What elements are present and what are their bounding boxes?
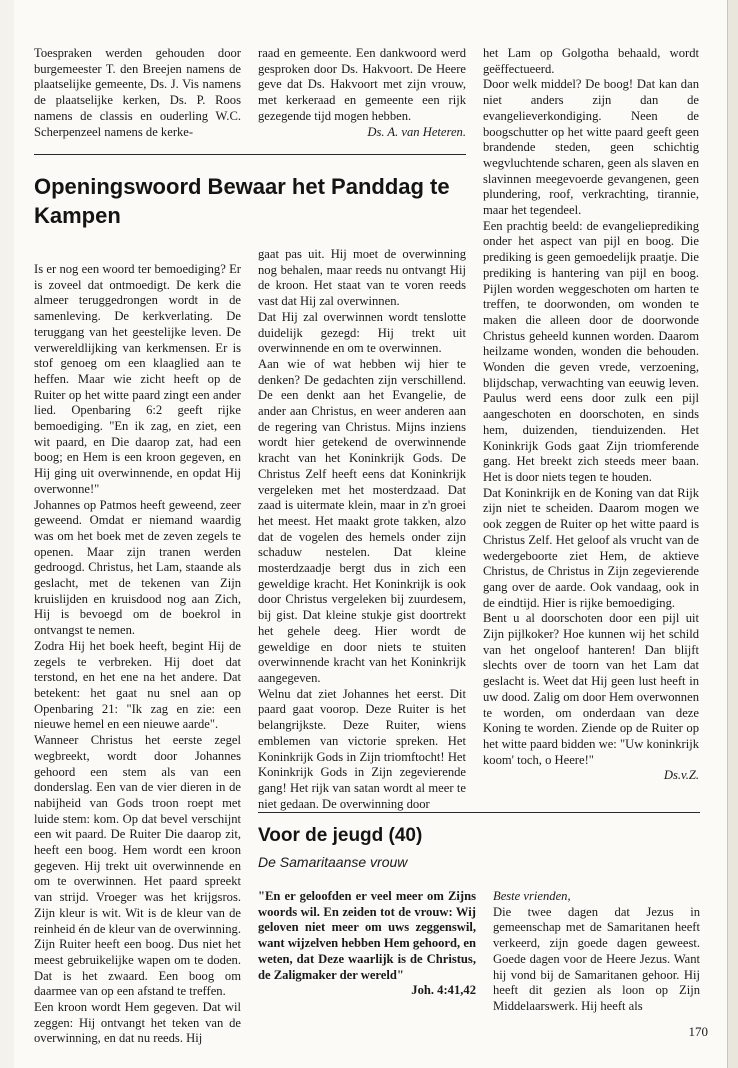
article-col1-para: Zodra Hij het boek heeft, begint Hij de zegels te verbreken. Hij doet dat terstond, en het ene na het andere. Dat betekent: het gaat nu snel aan op Openbaring 21: "Ik zag en zie: een nieuwe hemel en een nieuwe aarde". xyxy=(34,638,241,732)
article-col3-para: Door welk middel? De boog! Dat kan dan niet anders zijn dan de evangelieverkondiging. Neen de boogschutter op het witte paard geeft geen brandende steden, geen schichtig wegvluchtende scharen, geen als slaven en slavinnen meegevoerde gevangenen, geen plundering, roof, verkrachting, tirannie, maar het tegendeel. xyxy=(483,77,699,218)
article-col2-para: Welnu dat ziet Johannes het eerst. Dit paard gaat voorop. Deze Ruiter is het belangrijkste. Deze Ruiter, wiens emblemen van victorie spreken. Het Koninkrijk Gods in Zijn triomftocht! Het Koninkrijk Gods in Zijn zegevierende gang! Het rijk van satan wordt al meer te niet gedaan. De overwinning door xyxy=(258,686,466,811)
top-column-2 xyxy=(258,46,466,140)
article-signature: Ds.v.Z. xyxy=(663,768,699,783)
page-number: 170 xyxy=(688,1024,708,1039)
youth-quote-text: "En er geloofden er veel meer om Zijns woords wil. En zeiden tot de vrouw: Wij geloven niet meer om uws zeggenswil, want wijzelven hebben Hem gehoord, en weten, dat Deze waarlijk is de Christus, de Zaligmaker der wereld" xyxy=(258,889,476,982)
article-column-1 xyxy=(34,262,241,1047)
article-col3-para: het Lam op Golgotha behaald, wordt geëffectueerd. xyxy=(483,46,699,76)
article-col3-para: Bent u al doorschoten door een pijl uit Zijn pijlkoker? Hoe kunnen wij het schild van het ongeloof hanteren! Dan blijft slechts over de toorn van het Lam dat geslacht is. Weet dat Hij geen lust heeft in uw dood. Zalig om door Hem overwonnen te worden, om onderdaan van deze Koning te worden. Ziende op de Ruiter op het witte paard bidden we: "Uw koninkrijk koom' toch, o Heere!" xyxy=(483,611,699,767)
article-title: Openingswoord Bewaar het Panddag te Kampen xyxy=(34,174,450,228)
article-col1-para: Een kroon wordt Hem gegeven. Dat wil zeggen: Hij ontvangt het teken van de overwinning, en dat nu reeds. Hij xyxy=(34,1000,241,1046)
article-col3-para: Een prachtig beeld: de evangelieprediking onder het aspect van pijl en boog. Die prediking is geen gemoedelijk praatje. Die prediking is hantering van pijl en boog. Pijlen worden weggeschoten om harten te treffen, te doorwonden, om wonden te maken die alleen door de doorwonde Christus geheeld kunnen worden. Daarom heilzame wonden, wonden die behouden. Wonden die geven vrede, verzoening, blijdschap, verwachting van eeuwig leven. Paulus werd eens door zulk een pijl aangeschoten en doorschoten, en sinds hem, duizenden, tienduizenden. Het Koninkrijk Gods gaat Zijn triomferende gang. Het breekt zich steeds meer baan. Het is door niets tegen te houden. xyxy=(483,218,699,484)
top-column-1 xyxy=(34,46,241,140)
article-column-2 xyxy=(258,247,466,812)
page-edge xyxy=(727,0,738,1068)
article-column-3 xyxy=(483,46,699,784)
article-col1-para: Johannes op Patmos heeft geweend, zeer geweend. Omdat er niemand waardig was om het boek met de zeven zegels te openen. Maar zijn tranen werden gedroogd. Christus, het Lam, staande als geslacht, met de tekenen van Zijn kruislijden en kruisdood nog aan Zich, Hij is bevoegd om de boekrol in ontvangst te nemen. xyxy=(34,497,241,638)
article-col1-para: Wanneer Christus het eerste zegel wegbreekt, wordt door Johannes gehoord een stem als van een donderslag. Een van de vier dieren in de nabijheid van Gods troon roept met luide stem: kom. Op dat bevel verschijnt een wit paard. De Ruiter Die daarop zit, heeft een boog. Hem wordt een kroon gegeven. Hij trekt uit overwinnende en om te overwinnen. Het paard spreekt van strijd. Vroeger was het krijgsros. Zijn kleur is wit. Wit is de kleur van de reinheid én de kleur van de overwinning. Zijn Ruiter heeft een boog. Dus niet het meest gebruikelijke wapen om te doden. Dat is het zwaard. Een boog om daarmee van op een afstand te treffen. xyxy=(34,733,241,999)
youth-subtitle: De Samaritaanse vrouw xyxy=(258,854,408,870)
youth-quote-reference: Joh. 4:41,42 xyxy=(411,983,476,998)
top-col2-text: raad en gemeente. Een dankwoord werd gesproken door Ds. Hakvoort. De Heere geve dat Ds. Hakvoort met zijn vrouw, met kerkeraad en gemeente een rijk gezegende tijd mogen hebben. xyxy=(258,46,466,123)
article-col3-para: Dat Koninkrijk en de Koning van dat Rijk zijn niet te scheiden. Daarom mogen we ook zeggen de Ruiter op het witte paard is Christus Zelf. Het geloof als vrucht van de wedergeboorte ziet Hem, de aktieve Christus, de Christus in Zijn zegevierende gang over de aarde. Ook vandaag, ook in de eindtijd. Hier is rijke bemoediging. xyxy=(483,485,699,610)
article-col1-para: Is er nog een woord ter bemoediging? Er is zoveel dat ontmoedigt. De kerk die almeer teruggedrongen wordt in de samenleving. De kerkverlating. De teruggang van het geestelijke leven. De verwereldlijking van kerkmensen. Er is stof genoeg om een klaaglied aan te heffen. Maar wie zicht heeft op de Ruiter op het witte paard zingt een ander lied. Openbaring 6:2 geeft rijke bemoediging. "En ik zag, en ziet, een wit paard, en Die daarop zat, had een boog; en Hem is een kroon gegeven, en Hij ging uit overwinnende, en opdat Hij overwonne!" xyxy=(34,262,241,496)
youth-body-text: Die twee dagen dat Jezus in gemeenschap met de Samaritanen heeft verkeerd, zijn goede dagen geweest. Goede dagen voor de Heere Jezus. Want hij vond bij de Samaritanen gehoor. Hij heeft dit gezien als loon op Zijn Middelaarswerk. Hij heeft als xyxy=(493,904,700,1013)
youth-salutation: Beste vrienden, xyxy=(493,889,571,903)
top-col1-text: Toespraken werden gehouden door burgemeester T. den Breejen namens de plaatselijke gemeente, Ds. J. Vis namens de plaatselijke kerken, Ds. P. Roos namens de classis en ouderling W.C. Scherpenzeel namens de kerke- xyxy=(34,46,241,139)
youth-title: Voor de jeugd (40) xyxy=(258,825,423,846)
divider-top xyxy=(34,154,466,155)
divider-youth xyxy=(258,812,700,813)
article-col2-para: Aan wie of wat hebben wij hier te denken? De gedachten zijn verschillend. De een denkt aan het Evangelie, de ander aan Christus, en weer anderen aan de regering van Christus. Mijns inziens wordt hier getekend de overwinnende kracht van het Koninkrijk Gods. De Christus Zelf heeft eens dat Koninkrijk vergeleken met het mosterdzaad. Dat zaad is uitermate klein, maar in z'n groei het meest. Het maakt grote takken, alzo dat de vogelen des hemels onder zijn schaduw nestelen. Dat kleine mosterdzaadje bergt dus in zich een geweldige kracht. Het Koninkrijk is ook door Christus vergeleken bij zuurdesem, bij gist. Dat kleine stukje gist doortrekt het gehele deeg. Hier wordt de geweldige en door niets te stuiten overwinnende kracht van het Koninkrijk aangegeven. xyxy=(258,356,466,685)
youth-quote xyxy=(258,889,476,999)
article-col2-para: Dat Hij zal overwinnen wordt tenslotte duidelijk gezegd: Hij trekt uit overwinnende en om te overwinnen. xyxy=(258,309,466,356)
article-col2-para: gaat pas uit. Hij moet de overwinning nog behalen, maar reeds nu ontvangt Hij de kroon. Het staat van te voren reeds vast dat Hij zal overwinnen. xyxy=(258,247,466,309)
youth-body xyxy=(493,889,700,1015)
top-col2-signature: Ds. A. van Heteren. xyxy=(367,124,466,139)
